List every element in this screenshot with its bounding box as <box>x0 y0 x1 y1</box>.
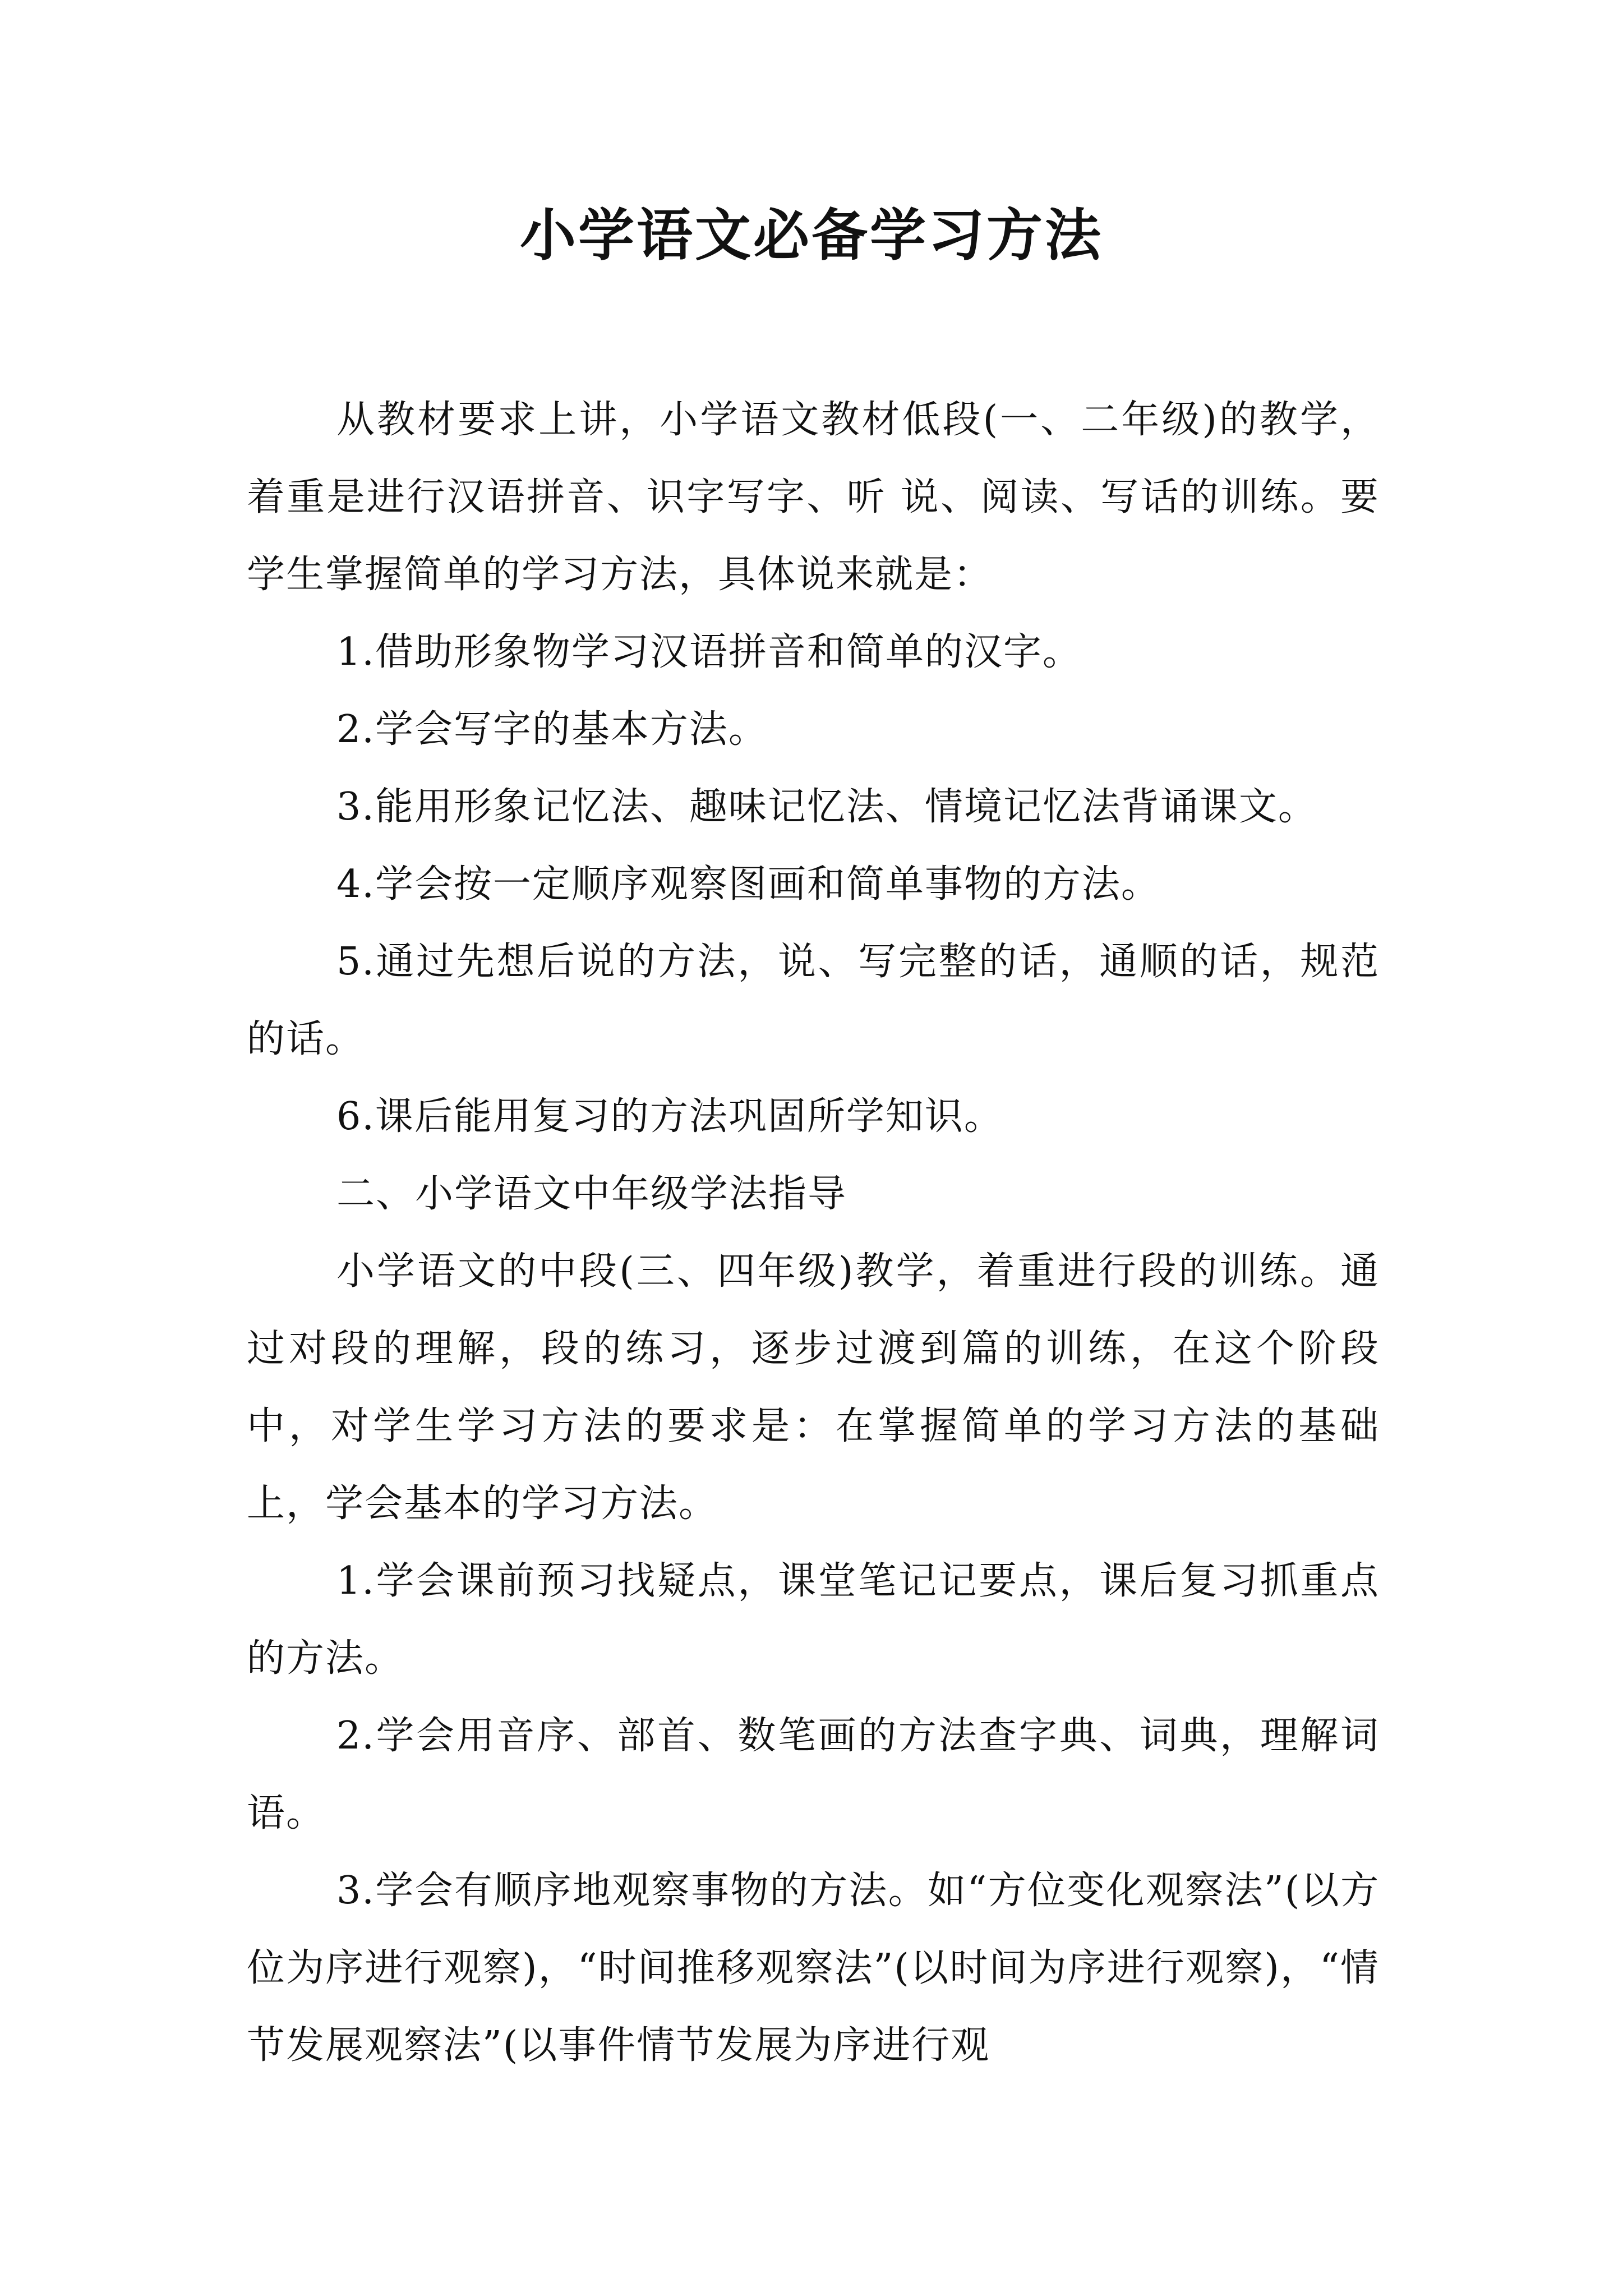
section-heading: 二、小学语文中年级学法指导 <box>336 1172 847 1216</box>
document-body <box>247 381 1380 2085</box>
paragraph-item-6: 6.课后能用复习的方法巩固所学知识。 <box>336 1094 1003 1139</box>
paragraph-middle-item-1: 1.学会课前预习找疑点，课堂笔记记要点，课后复习抓重点的方法。 <box>247 1559 1380 1681</box>
paragraph-item-1: 1.借助形象物学习汉语拼音和简单的汉字。 <box>336 630 1082 674</box>
paragraph-item-5: 5.通过先想后说的方法，说、写完整的话，通顺的话，规范的话。 <box>247 940 1380 1061</box>
paragraph-middle-item-3: 3.学会有顺序地观察事物的方法。如“方位变化观察法”(以方位为序进行观察)，“时间推移观察法”(以时间为序进行观察)，“情节发展观察法”(以事件情节发展为序进行观 <box>247 1869 1380 2068</box>
paragraph-item-4: 4.学会按一定顺序观察图画和简单事物的方法。 <box>336 862 1160 907</box>
paragraph-item-3: 3.能用形象记忆法、趣味记忆法、情境记忆法背诵课文。 <box>336 785 1317 829</box>
document-title: 小学语文必备学习方法 <box>520 203 1103 268</box>
paragraph-item-2: 2.学会写字的基本方法。 <box>336 707 768 752</box>
paragraph-intro: 从教材要求上讲，小学语文教材低段(一、二年级)的教学，着重是进行汉语拼音、识字写字、听 说、阅读、写话的训练。要学生掌握简单的学习方法，具体说来就是： <box>247 398 1380 597</box>
paragraph-middle-intro: 小学语文的中段(三、四年级)教学，着重进行段的训练。通过对段的理解，段的练习，逐步过渡到篇的训练，在这个阶段中，对学生学习方法的要求是：在掌握简单的学习方法的基础上，学会基本的学习方法。 <box>247 1249 1380 1526</box>
paragraph-middle-item-2: 2.学会用音序、部首、数笔画的方法查字典、词典，理解词语。 <box>247 1714 1380 1835</box>
